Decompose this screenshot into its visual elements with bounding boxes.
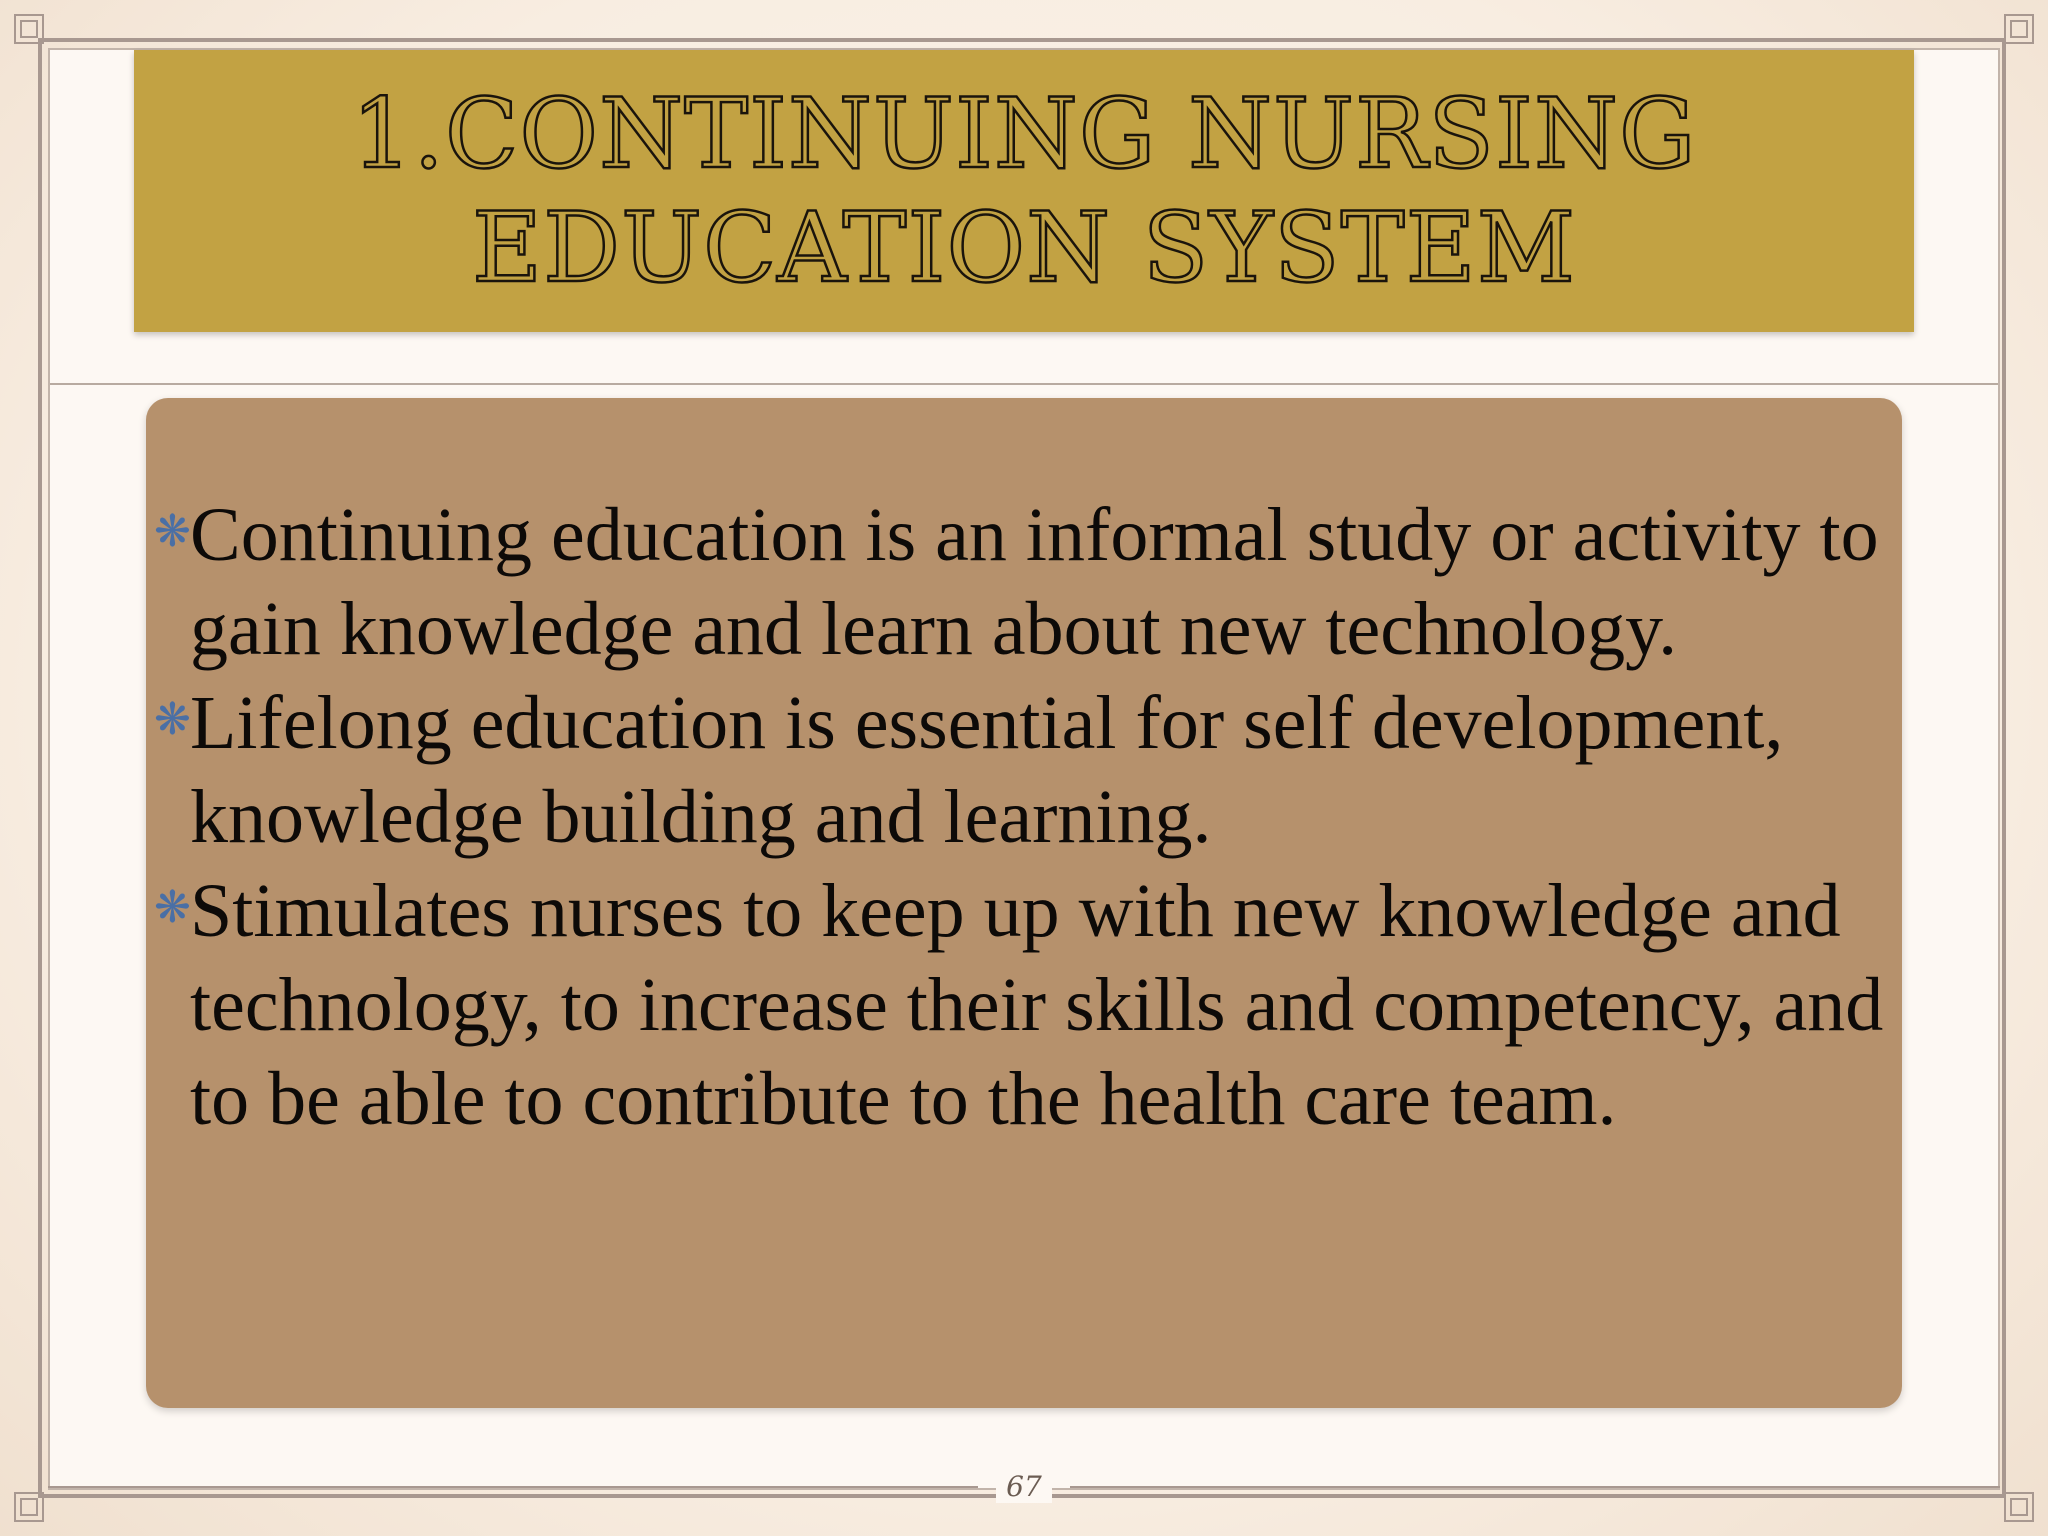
bullet-text-3: Stimulates nurses to keep up with new knowledge and technology, to increase their skills and competency, and to be able to contribute to the health care team. bbox=[190, 869, 1884, 1141]
asterisk-bullet-icon: ❋ bbox=[154, 507, 191, 556]
bullet-item-3 bbox=[146, 864, 1886, 1146]
page-number-text: 67 bbox=[996, 1470, 1052, 1503]
corner-ornament-top-right bbox=[1994, 14, 2034, 54]
bullet-item-1 bbox=[146, 488, 1886, 676]
asterisk-bullet-icon: ❋ bbox=[154, 883, 191, 932]
content-box bbox=[146, 398, 1902, 1408]
title-divider-line bbox=[50, 383, 1998, 385]
bullet-text-2: Lifelong education is essential for self development, knowledge building and learning. bbox=[190, 681, 1784, 859]
page-number bbox=[0, 1469, 2048, 1505]
corner-ornament-top-left bbox=[14, 14, 54, 54]
slide-title-line-1: 1.CONTINUING NURSING bbox=[351, 78, 1697, 190]
bullet-list bbox=[146, 488, 1886, 1146]
slide-title-bar bbox=[134, 50, 1914, 332]
bullet-text-1: Continuing education is an informal study or activity to gain knowledge and learn about new technology. bbox=[190, 493, 1879, 671]
bullet-item-2 bbox=[146, 676, 1886, 864]
slide-title-line-2: EDUCATION SYSTEM bbox=[472, 192, 1576, 304]
asterisk-bullet-icon: ❋ bbox=[154, 695, 191, 744]
